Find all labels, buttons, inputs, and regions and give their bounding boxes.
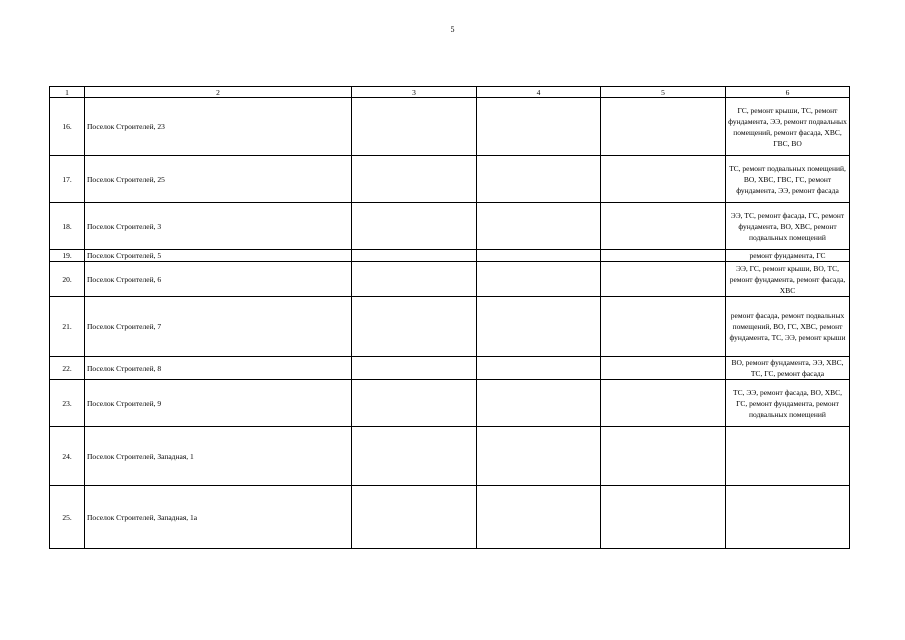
table-row <box>50 297 850 357</box>
row-col-4 <box>477 297 601 357</box>
header-col-5: 5 <box>601 87 726 98</box>
row-col-3 <box>352 98 477 156</box>
row-address: Поселок Строителей, 5 <box>85 250 352 262</box>
row-col-3 <box>352 357 477 380</box>
row-col-5 <box>601 380 726 427</box>
row-works: ТС, ЭЭ, ремонт фасада, ВО, ХВС, ГС, ремонт фундамента, ремонт подвальных помещений <box>726 380 850 427</box>
row-col-5 <box>601 427 726 486</box>
row-works: ремонт фасада, ремонт подвальных помещений, ВО, ГС, ХВС, ремонт фундамента, ТС, ЭЭ, ремонт крыши <box>726 297 850 357</box>
row-col-3 <box>352 250 477 262</box>
row-number: 19. <box>50 250 85 262</box>
row-address: Поселок Строителей, Западная, 1а <box>85 486 352 549</box>
header-col-2: 2 <box>85 87 352 98</box>
table-row <box>50 380 850 427</box>
table-row <box>50 427 850 486</box>
row-works <box>726 486 850 549</box>
row-number: 17. <box>50 156 85 203</box>
row-number: 25. <box>50 486 85 549</box>
row-col-3 <box>352 486 477 549</box>
row-address: Поселок Строителей, 9 <box>85 380 352 427</box>
row-col-5 <box>601 486 726 549</box>
header-col-1: 1 <box>50 87 85 98</box>
row-col-4 <box>477 380 601 427</box>
row-number: 21. <box>50 297 85 357</box>
row-works: ГС, ремонт крыши, ТС, ремонт фундамента, ЭЭ, ремонт подвальных помещений, ремонт фасада, ХВС, ГВС, ВО <box>726 98 850 156</box>
header-col-6: 6 <box>726 87 850 98</box>
row-col-3 <box>352 297 477 357</box>
header-row <box>50 87 850 98</box>
row-col-3 <box>352 427 477 486</box>
row-works: ремонт фундамента, ГС <box>726 250 850 262</box>
row-col-5 <box>601 357 726 380</box>
row-col-5 <box>601 297 726 357</box>
housing-works-table <box>49 86 850 549</box>
row-number: 20. <box>50 262 85 297</box>
row-works: ТС, ремонт подвальных помещений, ВО, ХВС, ГВС, ГС, ремонт фундамента, ЭЭ, ремонт фасада <box>726 156 850 203</box>
row-works: ВО, ремонт фундамента, ЭЭ, ХВС, ТС, ГС, ремонт фасада <box>726 357 850 380</box>
row-address: Поселок Строителей, 6 <box>85 262 352 297</box>
row-col-4 <box>477 262 601 297</box>
row-col-3 <box>352 203 477 250</box>
row-number: 16. <box>50 98 85 156</box>
header-col-4: 4 <box>477 87 601 98</box>
row-col-4 <box>477 98 601 156</box>
header-col-3: 3 <box>352 87 477 98</box>
row-address: Поселок Строителей, 25 <box>85 156 352 203</box>
row-col-4 <box>477 486 601 549</box>
row-col-4 <box>477 357 601 380</box>
row-col-5 <box>601 203 726 250</box>
table-row <box>50 262 850 297</box>
row-col-4 <box>477 156 601 203</box>
row-address: Поселок Строителей, Западная, 1 <box>85 427 352 486</box>
table-row <box>50 203 850 250</box>
row-works: ЭЭ, ТС, ремонт фасада, ГС, ремонт фундамента, ВО, ХВС, ремонт подвальных помещений <box>726 203 850 250</box>
row-col-5 <box>601 262 726 297</box>
row-col-5 <box>601 98 726 156</box>
row-col-4 <box>477 203 601 250</box>
row-number: 18. <box>50 203 85 250</box>
row-col-3 <box>352 156 477 203</box>
row-col-3 <box>352 262 477 297</box>
table-row <box>50 98 850 156</box>
row-number: 24. <box>50 427 85 486</box>
table-row <box>50 486 850 549</box>
row-col-4 <box>477 427 601 486</box>
row-address: Поселок Строителей, 7 <box>85 297 352 357</box>
row-number: 23. <box>50 380 85 427</box>
row-col-3 <box>352 380 477 427</box>
row-col-5 <box>601 156 726 203</box>
row-works: ЭЭ, ГС, ремонт крыши, ВО, ТС, ремонт фундамента, ремонт фасада, ХВС <box>726 262 850 297</box>
table-row <box>50 357 850 380</box>
table-row <box>50 156 850 203</box>
row-number: 22. <box>50 357 85 380</box>
row-address: Поселок Строителей, 23 <box>85 98 352 156</box>
table-row <box>50 250 850 262</box>
row-works <box>726 427 850 486</box>
row-col-4 <box>477 250 601 262</box>
row-address: Поселок Строителей, 3 <box>85 203 352 250</box>
row-col-5 <box>601 250 726 262</box>
page-number: 5 <box>450 25 455 34</box>
row-address: Поселок Строителей, 8 <box>85 357 352 380</box>
